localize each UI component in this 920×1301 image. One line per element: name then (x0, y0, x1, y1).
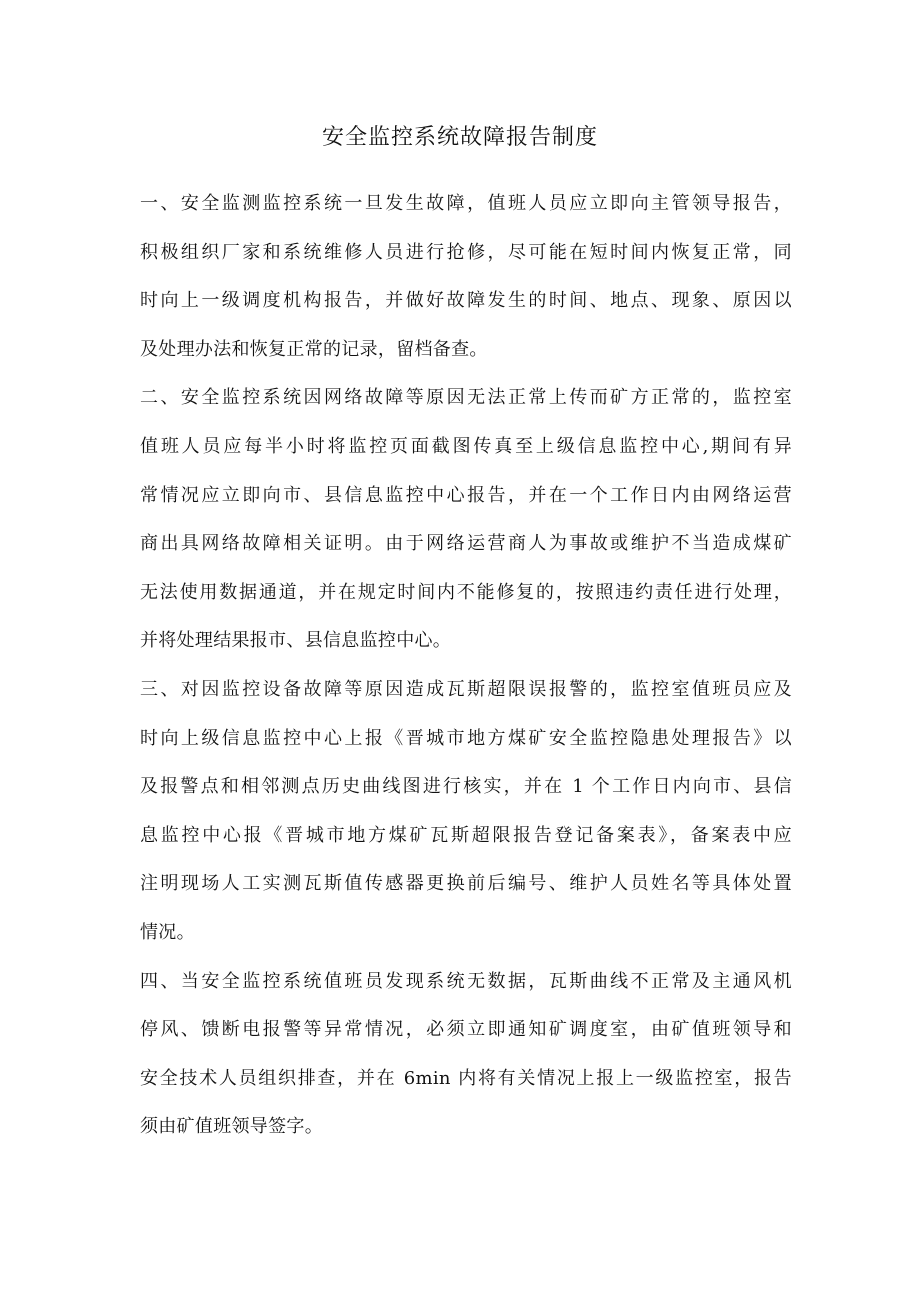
text-line: 商出具网络故障相关证明。由于网络运营商人为事故或维护不当造成煤矿 (140, 533, 792, 555)
paragraph-2 (140, 374, 792, 666)
text-line: 息监控中心报《晋城市地方煤矿瓦斯超限报告登记备案表》，备案表中应 (140, 824, 792, 846)
text-line: 情况。 (140, 921, 195, 943)
text-line: 及报警点和相邻测点历史曲线图进行核实，并在 1 个工作日内向市、县信 (140, 776, 792, 798)
text-line: 三、对因监控设备故障等原因造成瓦斯超限误报警的，监控室值班员应及 (140, 678, 792, 700)
document-body (140, 180, 792, 1152)
text-line: 并将处理结果报市、县信息监控中心。 (140, 630, 452, 652)
paragraph-3 (140, 666, 792, 958)
text-line: 时向上级信息监控中心上报《晋城市地方煤矿安全监控隐患处理报告》以 (140, 727, 792, 749)
text-line: 值班人员应每半小时将监控页面截图传真至上级信息监控中心,期间有异 (140, 435, 792, 457)
text-line: 须由矿值班领导签字。 (140, 1116, 323, 1138)
text-line: 注明现场人工实测瓦斯值传感器更换前后编号、维护人员姓名等具体处置 (140, 873, 792, 895)
text-line: 无法使用数据通道，并在规定时间内不能修复的，按照违约责任进行处理， (140, 581, 792, 603)
document-title: 安全监控系统故障报告制度 (321, 125, 598, 150)
text-line: 常情况应立即向市、县信息监控中心报告，并在一个工作日内由网络运营 (140, 484, 792, 506)
text-line: 四、当安全监控系统值班员发现系统无数据，瓦斯曲线不正常及主通风机 (140, 970, 792, 992)
text-line: 一、安全监测监控系统一旦发生故障，值班人员应立即向主管领导报告， (140, 193, 792, 214)
text-line: 二、安全监控系统因网络故障等原因无法正常上传而矿方正常的，监控室 (140, 387, 792, 409)
paragraph-1 (140, 180, 792, 374)
paragraph-4 (140, 958, 792, 1152)
text-line: 及处理办法和恢复正常的记录，留档备查。 (140, 338, 488, 360)
text-line: 时向上一级调度机构报告，并做好故障发生的时间、地点、现象、原因以 (140, 290, 792, 312)
text-line: 积极组织厂家和系统维修人员进行抢修，尽可能在短时间内恢复正常，同 (140, 241, 792, 263)
text-line: 安全技术人员组织排查，并在 6min 内将有关情况上报上一级监控室，报告 (140, 1067, 792, 1089)
text-line: 停风、馈断电报警等异常情况，必须立即通知矿调度室，由矿值班领导和 (140, 1019, 792, 1041)
